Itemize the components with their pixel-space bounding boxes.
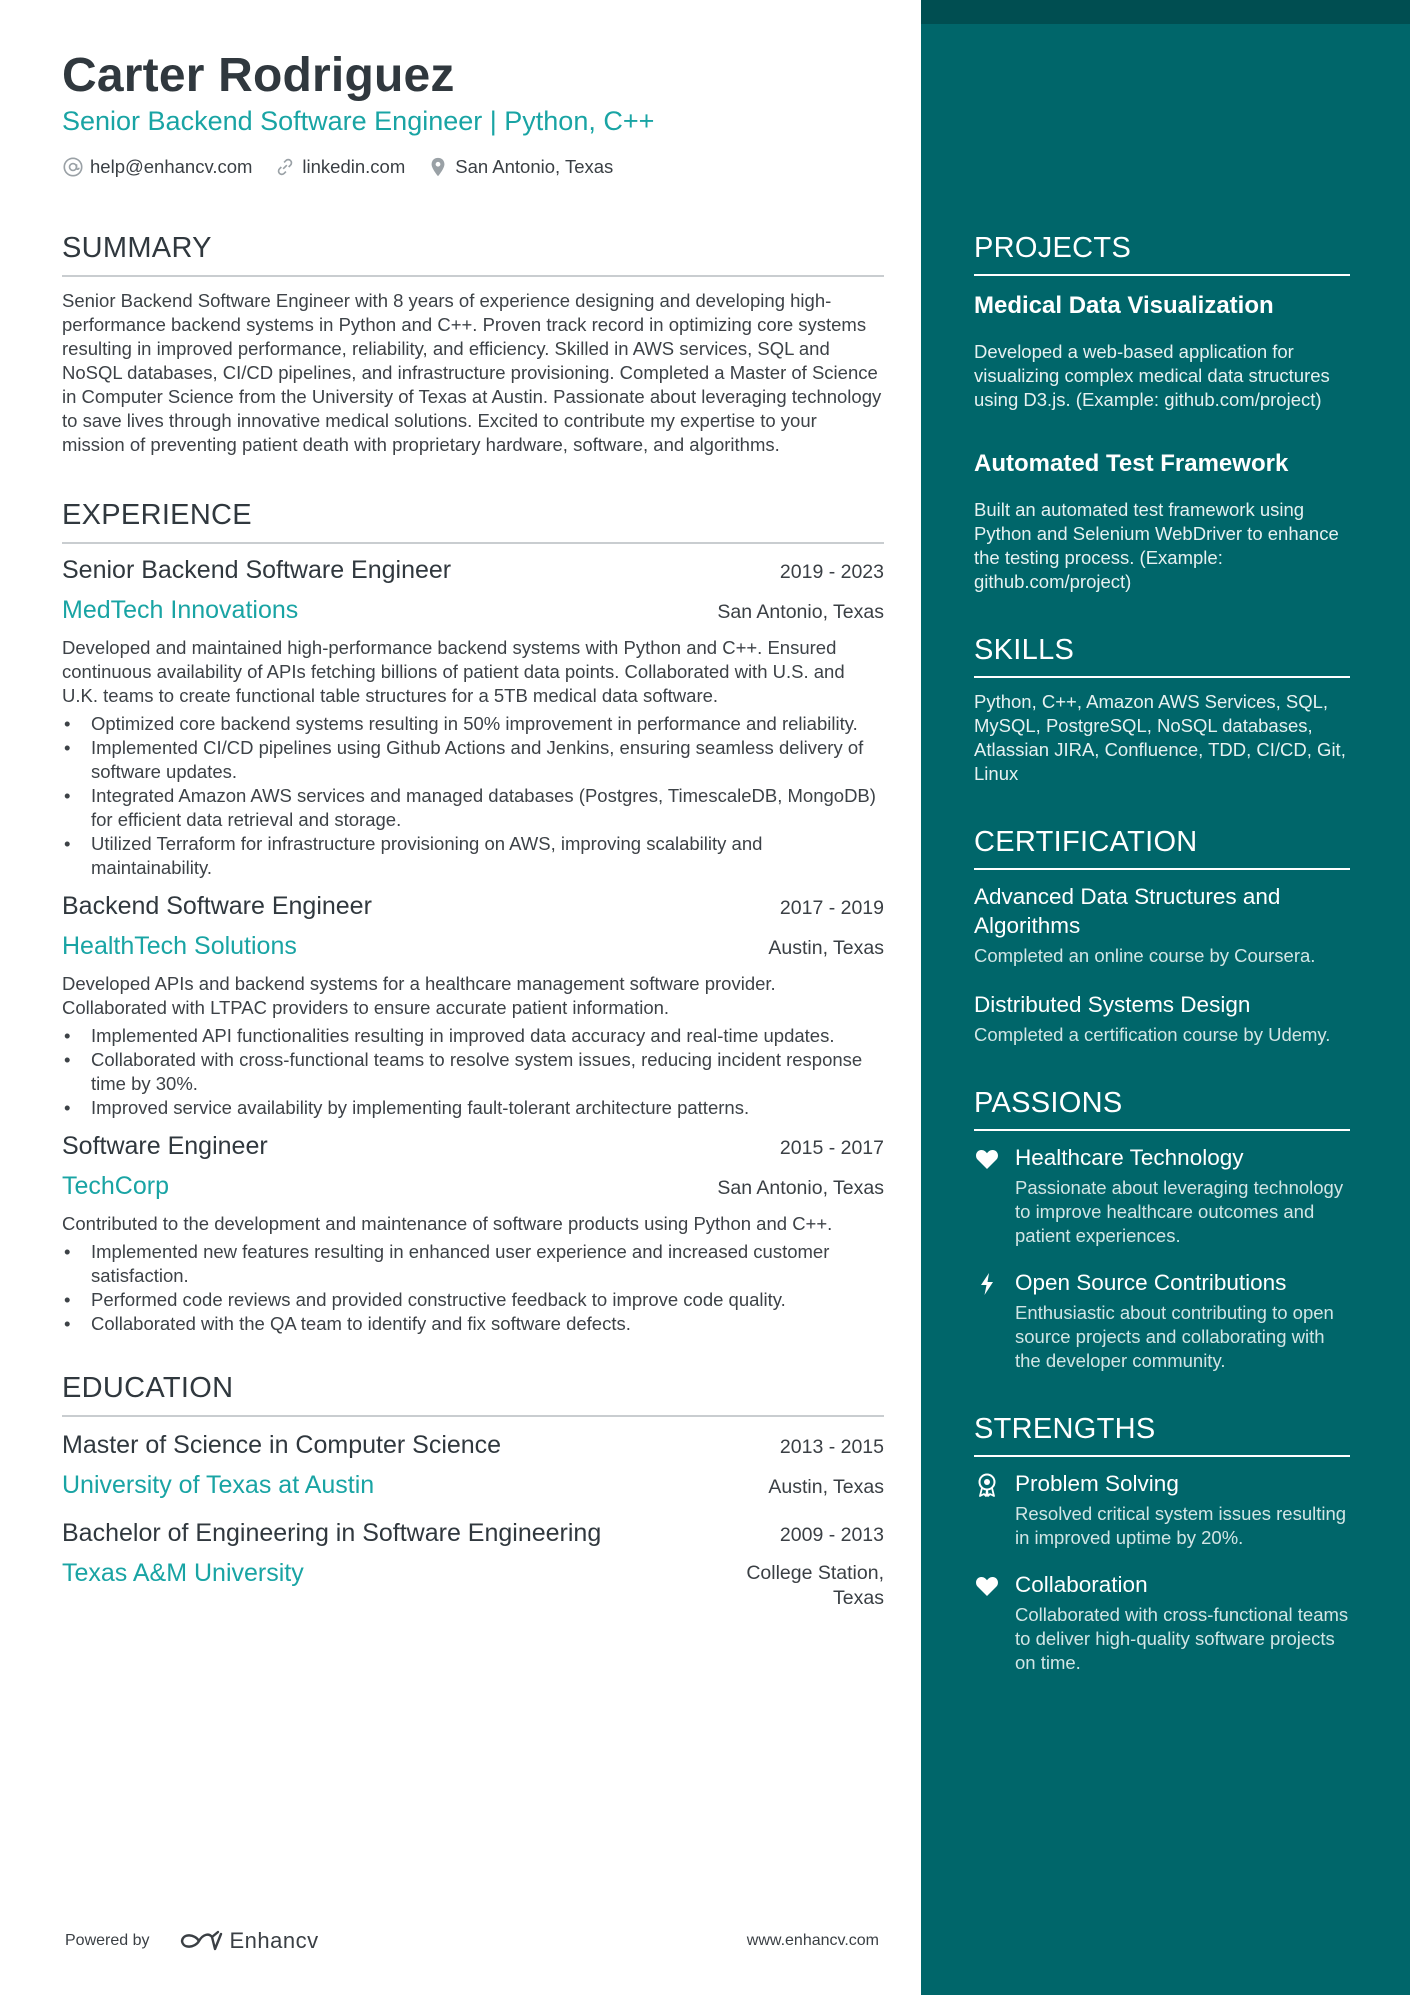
- education-section: [62, 1370, 884, 1611]
- award-icon: [974, 1472, 1000, 1498]
- certification-description: Completed an online course by Coursera.: [974, 945, 1316, 966]
- degree-title: Bachelor of Engineering in Software Engineering: [62, 1519, 602, 1547]
- sidebar: [921, 0, 1410, 1995]
- strength-entry: [974, 1469, 1350, 1550]
- achievement-item: • Optimized core backend systems resulting in 50% improvement in performance and reliability.: [62, 712, 884, 736]
- powered-by-label: Powered by: [65, 1932, 150, 1949]
- certification-entry: [974, 882, 1350, 968]
- experience-section: [62, 497, 884, 1336]
- summary-text: Senior Backend Software Engineer with 8 years of experience designing and developing high-performance backend systems in Python and C++. Proven track record in optimizing core systems resulting in improved performance, reliability, and efficiency. Skilled in AWS services, SQL and NoSQL databases, CI/CD pipelines, and infrastructure provisioning. Completed a Master of Science in Computer Science from the University of Texas at Austin. Passionate about leveraging technology to save lives through innovative medical solutions. Excited to contribute my expertise to your mission of preventing patient death with proprietary hardware, software, and algorithms.: [62, 290, 882, 455]
- projects-heading: PROJECTS: [974, 230, 1350, 276]
- sidebar-content: [974, 230, 1350, 1713]
- enhancv-brand-text: Enhancv: [229, 1928, 319, 1953]
- school-location-line: Texas: [833, 1587, 884, 1609]
- job-dates: 2017 - 2019: [779, 897, 884, 919]
- strength-title: Collaboration: [1015, 1572, 1148, 1597]
- project-description: Developed a web-based application for visualizing complex medical data structures using D3.js. (Example: github.com/project): [974, 341, 1330, 410]
- school-location-line: College Station,: [746, 1562, 884, 1584]
- company-name: TechCorp: [62, 1172, 169, 1200]
- email-text: help@enhancv.com: [90, 156, 253, 177]
- enhancv-logo[interactable]: [178, 1928, 319, 1954]
- project-entry: [974, 290, 1350, 412]
- achievement-item: • Utilized Terraform for infrastructure provisioning on AWS, improving scalability and maintainability.: [62, 832, 884, 880]
- passion-entry: [974, 1268, 1350, 1373]
- passion-title: Open Source Contributions: [1015, 1270, 1287, 1295]
- passions-section: [974, 1085, 1350, 1373]
- school-location: [746, 1561, 884, 1611]
- projects-section: [974, 230, 1350, 594]
- certification-section: [974, 824, 1350, 1047]
- strengths-section: [974, 1411, 1350, 1675]
- school-name: University of Texas at Austin: [62, 1471, 375, 1499]
- website-link[interactable]: www.enhancv.com: [746, 1932, 879, 1949]
- education-dates: 2009 - 2013: [779, 1524, 884, 1546]
- certification-title: Distributed Systems Design: [974, 992, 1251, 1017]
- company-name: MedTech Innovations: [62, 596, 299, 624]
- footer: [65, 1928, 879, 1954]
- job-title: Senior Backend Software Engineer: [62, 556, 452, 584]
- experience-entry: [62, 890, 884, 1120]
- passion-description: Passionate about leveraging technology to improve healthcare outcomes and patient experiences.: [1015, 1177, 1344, 1246]
- project-title: Medical Data Visualization: [974, 292, 1274, 319]
- certification-entry: [974, 990, 1350, 1047]
- location-text: San Antonio, Texas: [455, 156, 614, 177]
- candidate-headline: Senior Backend Software Engineer | Python, C++: [62, 106, 655, 136]
- linkedin-text: linkedin.com: [302, 156, 406, 177]
- heart-icon: [974, 1146, 1000, 1172]
- experience-entry: [62, 1130, 884, 1336]
- job-location: San Antonio, Texas: [717, 601, 884, 623]
- powered-by: [65, 1928, 319, 1954]
- achievement-list: [62, 1240, 884, 1336]
- enhancv-logo-icon: [178, 1929, 224, 1953]
- summary-heading: SUMMARY: [62, 230, 884, 277]
- skills-heading: SKILLS: [974, 632, 1350, 678]
- achievement-item: • Integrated Amazon AWS services and managed databases (Postgres, TimescaleDB, MongoDB) for efficient data retrieval and storage.: [62, 784, 884, 832]
- experience-entry: [62, 554, 884, 880]
- lightning-icon: [974, 1271, 1000, 1297]
- passion-entry: [974, 1143, 1350, 1248]
- passion-description: Enthusiastic about contributing to open source projects and collaborating with the developer community.: [1015, 1302, 1334, 1371]
- contact-bar: [62, 154, 884, 180]
- skills-list: Python, C++, Amazon AWS Services, SQL, MySQL, PostgreSQL, NoSQL databases, Atlassian JIRA, Confluence, TDD, CI/CD, Git, Linux: [974, 691, 1346, 784]
- achievement-item: • Collaborated with cross-functional teams to resolve system issues, reducing incident response time by 30%.: [62, 1048, 884, 1096]
- main-column: [62, 48, 884, 1611]
- job-location: Austin, Texas: [768, 937, 884, 959]
- certification-description: Completed a certification course by Udemy.: [974, 1024, 1331, 1045]
- contact-linkedin[interactable]: [274, 156, 405, 178]
- at-icon: [62, 156, 84, 178]
- strength-entry: [974, 1570, 1350, 1675]
- passions-heading: PASSIONS: [974, 1085, 1350, 1131]
- achievement-item: • Performed code reviews and provided constructive feedback to improve code quality.: [62, 1288, 884, 1312]
- job-location: San Antonio, Texas: [717, 1177, 884, 1199]
- strength-description: Resolved critical system issues resulting in improved uptime by 20%.: [1015, 1503, 1347, 1548]
- candidate-name: Carter Rodriguez: [62, 49, 455, 102]
- education-entry: [62, 1517, 884, 1611]
- strength-description: Collaborated with cross-functional teams to deliver high-quality software projects on time.: [1015, 1604, 1349, 1673]
- contact-email[interactable]: [62, 156, 252, 178]
- education-heading: EDUCATION: [62, 1370, 884, 1417]
- achievement-item: • Collaborated with the QA team to identify and fix software defects.: [62, 1312, 884, 1336]
- school-name: Texas A&M University: [62, 1559, 304, 1587]
- achievement-item: • Implemented new features resulting in enhanced user experience and increased customer satisfaction.: [62, 1240, 884, 1288]
- job-description: Developed and maintained high-performance backend systems with Python and C++. Ensured continuous availability of APIs fetching billions of patient data points. Collaborated with U.S. and U.K. teams to create functional table structures for a 5TB medical data software.: [62, 637, 845, 706]
- achievement-item: • Implemented CI/CD pipelines using Github Actions and Jenkins, ensuring seamless delivery of software updates.: [62, 736, 884, 784]
- education-entry: [62, 1429, 884, 1501]
- project-entry: [974, 448, 1350, 594]
- achievement-item: • Implemented API functionalities resulting in improved data accuracy and real-time updates.: [62, 1024, 884, 1048]
- certification-title: Advanced Data Structures and Algorithms: [974, 884, 1281, 938]
- degree-title: Master of Science in Computer Science: [62, 1431, 502, 1459]
- job-description: Contributed to the development and maintenance of software products using Python and C++.: [62, 1213, 833, 1234]
- company-name: HealthTech Solutions: [62, 932, 297, 960]
- location-pin-icon: [427, 156, 449, 178]
- heart-icon: [974, 1573, 1000, 1599]
- project-description: Built an automated test framework using Python and Selenium WebDriver to enhance the testing process. (Example: github.com/project): [974, 499, 1339, 592]
- strengths-heading: STRENGTHS: [974, 1411, 1350, 1457]
- project-title: Automated Test Framework: [974, 450, 1289, 477]
- contact-location: [427, 156, 613, 178]
- achievement-list: [62, 712, 884, 880]
- strength-title: Problem Solving: [1015, 1471, 1179, 1496]
- certification-heading: CERTIFICATION: [974, 824, 1350, 870]
- sidebar-top-band: [921, 0, 1410, 24]
- job-title: Software Engineer: [62, 1132, 268, 1160]
- job-dates: 2019 - 2023: [779, 561, 884, 583]
- achievement-item: • Improved service availability by implementing fault-tolerant architecture patterns.: [62, 1096, 884, 1120]
- link-icon: [274, 156, 296, 178]
- education-dates: 2013 - 2015: [779, 1436, 884, 1458]
- job-dates: 2015 - 2017: [779, 1137, 884, 1159]
- achievement-list: [62, 1024, 884, 1120]
- experience-heading: EXPERIENCE: [62, 497, 884, 544]
- passion-title: Healthcare Technology: [1015, 1145, 1244, 1170]
- summary-section: [62, 230, 884, 457]
- job-description: Developed APIs and backend systems for a healthcare management software provider. Collaborated with LTPAC providers to ensure accurate patient information.: [62, 973, 776, 1018]
- job-title: Backend Software Engineer: [62, 892, 372, 920]
- school-location: Austin, Texas: [768, 1476, 884, 1498]
- skills-section: [974, 632, 1350, 786]
